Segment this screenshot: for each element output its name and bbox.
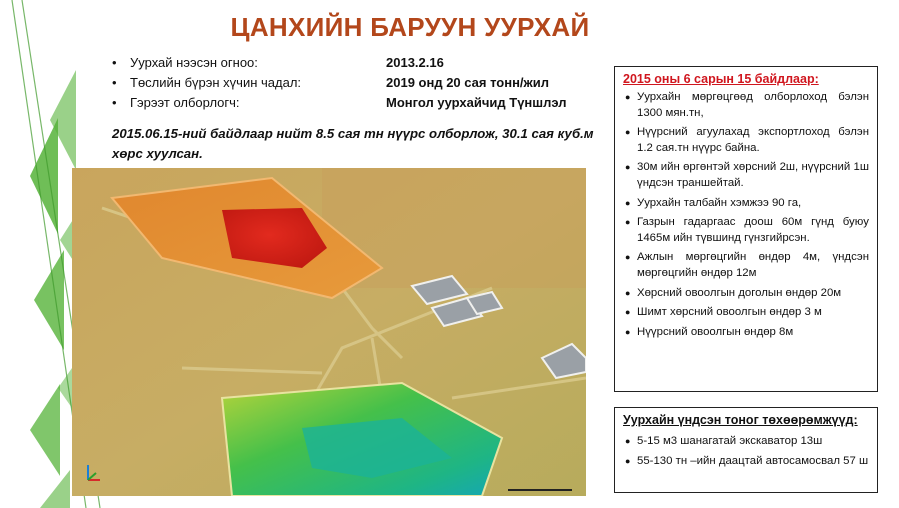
list-item (625, 250, 869, 281)
list-item (625, 286, 869, 302)
list-item (625, 196, 869, 212)
bullet-icon: ● (625, 436, 631, 446)
bullet-icon: ● (625, 92, 631, 102)
info-list (112, 52, 567, 112)
info-value: Монгол уурхайчид Түншлэл (386, 94, 567, 110)
list-item (625, 325, 869, 341)
bullet-icon: • (112, 74, 117, 90)
list-item (625, 90, 869, 121)
list-item-text: Нүүрсний овоолгын өндөр 8м (637, 325, 794, 338)
equipment-box-heading: Уурхайн үндсэн тоног төхөөрөмжүүд: (623, 413, 858, 427)
info-label: Гэрээт олборлогч: (130, 94, 240, 110)
page-title: ЦАНХИЙН БАРУУН УУРХАЙ (230, 12, 590, 42)
list-item-text: 30м ийн өргөнтэй хөрсний 2ш, нүүрсний 1ш үндсэн траншейтай. (637, 161, 869, 189)
axis-triad-icon (82, 462, 104, 486)
info-row (112, 72, 567, 92)
bullet-icon: ● (625, 307, 631, 318)
bullet-icon: ● (625, 127, 631, 138)
info-row (112, 52, 567, 72)
list-item-text: 55-130 тн –ийн даацтай автосамосвал 57 ш (637, 454, 869, 467)
list-item-text: Хөрсний овоолгын доголын өндөр 20м (637, 286, 842, 299)
list-item-text: Ажлын мөргөцгийн өндөр 4м, үндсэн мөргөцгийн өндөр 12м (637, 251, 869, 279)
bullet-icon: ● (625, 326, 631, 337)
list-item-text: 5-15 м3 шанагатай экскаватор 13ш (637, 435, 823, 447)
list-item (625, 434, 869, 450)
list-item-text: Нүүрсний агуулахад экспортлоход бэлэн 1.2 сая.тн нүүрс байна. (637, 126, 869, 154)
bullet-icon: • (112, 54, 117, 70)
list-item (625, 305, 869, 321)
info-label: Уурхай нээсэн огноо: (130, 54, 258, 70)
list-item-text: Шимт хөрсний овоолгын өндөр 3 м (637, 306, 822, 319)
info-value: 2013.2.16 (386, 54, 444, 70)
bullet-icon: ● (625, 217, 631, 228)
list-item (625, 160, 869, 191)
list-item (625, 125, 869, 156)
bullet-icon: • (112, 94, 117, 110)
bullet-icon: ● (625, 252, 631, 263)
bullet-icon: ● (625, 455, 631, 466)
status-box (614, 66, 878, 392)
bullet-icon: ● (625, 162, 631, 173)
list-item-text: Уурхайн мөргөцгөөд олборлоход бэлэн 1300 мян.тн, (637, 91, 869, 119)
bullet-icon: ● (625, 287, 631, 298)
equipment-box (614, 407, 878, 493)
summary-text: 2015.06.15-ний байдлаар нийт 8.5 сая тн нүүрс олборлож, 30.1 сая куб.м хөрс хуулсан. (112, 126, 594, 161)
list-item (625, 215, 869, 246)
info-value: 2019 онд 20 сая тонн/жил (386, 74, 549, 90)
mine-3d-model-image (72, 168, 586, 496)
list-item-text: Газрын гадаргаас доош 60м гүнд буюу 1465м ийн түвшинд гүнзгийрсэн. (637, 216, 869, 244)
bullet-icon: ● (625, 197, 631, 208)
info-label: Төслийн бүрэн хүчин чадал: (130, 74, 302, 90)
list-item-text: Уурхайн талбайн хэмжээ 90 га, (637, 196, 802, 209)
list-item (625, 454, 869, 470)
status-box-heading: 2015 оны 6 сарын 15 байдлаар: (623, 72, 819, 86)
info-row (112, 92, 567, 112)
